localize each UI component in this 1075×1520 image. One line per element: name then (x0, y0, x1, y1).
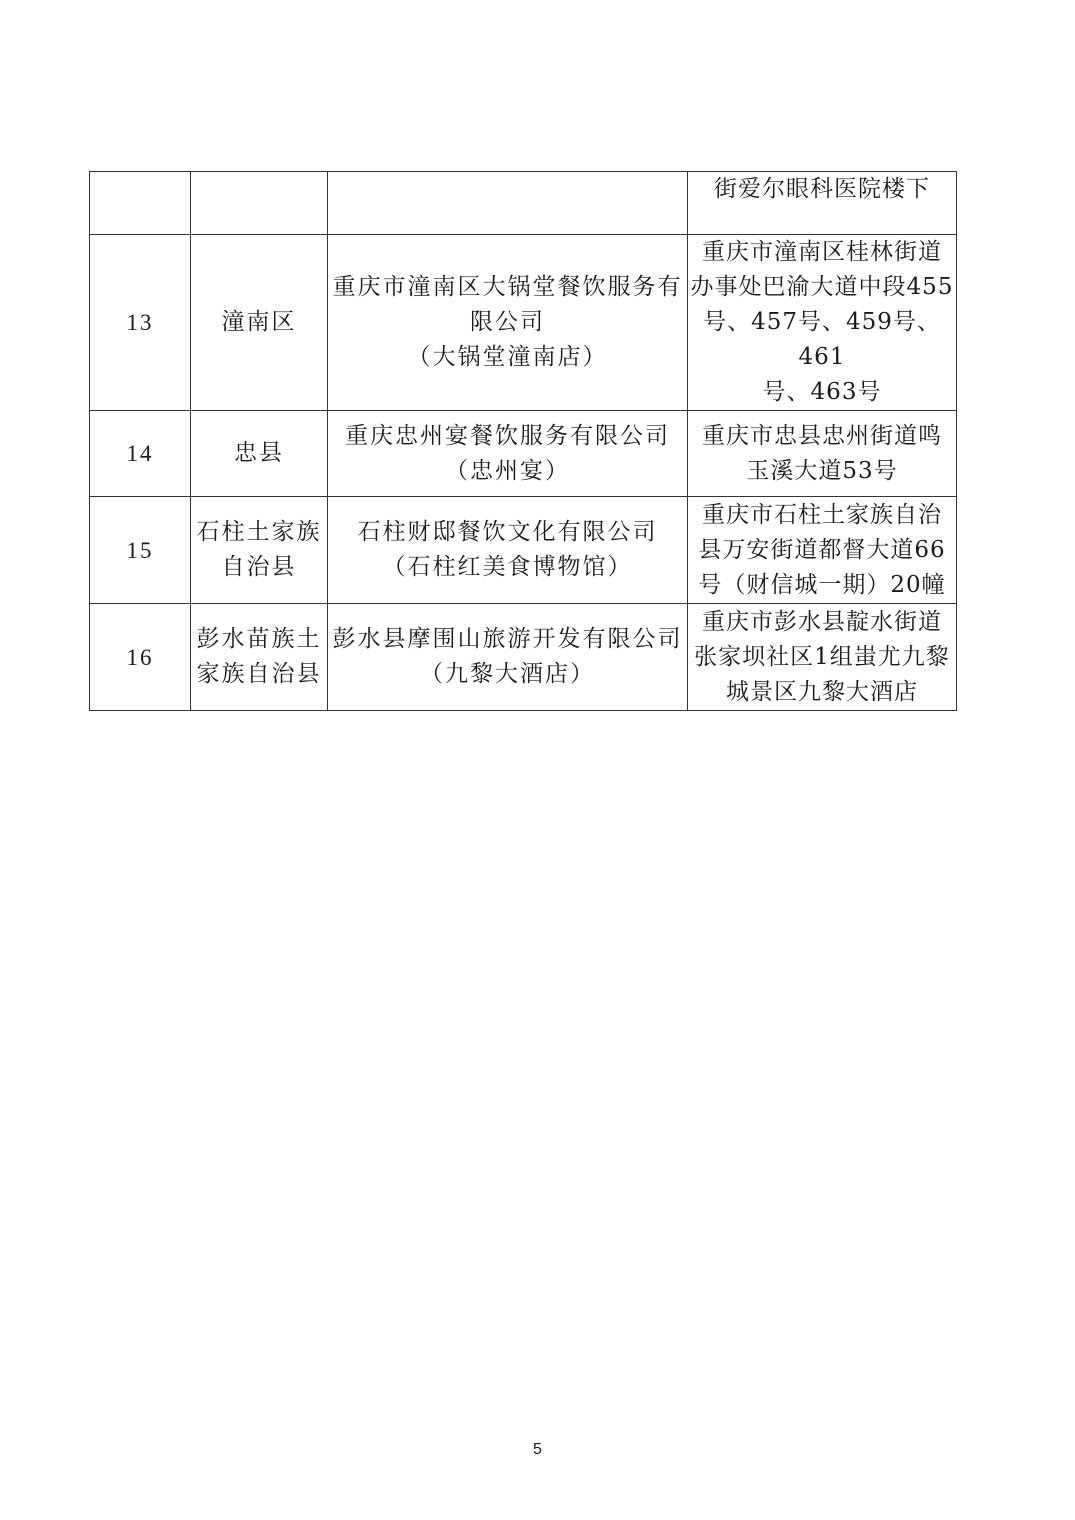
table-row (90, 604, 957, 711)
cell-number: 16 (90, 604, 191, 711)
cell-company: 彭水县摩围山旅游开发有限公司 （九黎大酒店） (328, 604, 688, 711)
cell-company: 重庆忠州宴餐饮服务有限公司 （忠州宴） (328, 411, 688, 497)
cell-address: 街爱尔眼科医院楼下 (688, 172, 957, 235)
cell-number: 13 (90, 235, 191, 411)
cell-number: 15 (90, 497, 191, 604)
page-number: 5 (533, 1441, 542, 1458)
restaurant-list-table (89, 171, 957, 711)
cell-district: 石柱土家族 自治县 (191, 497, 328, 604)
cell-district: 潼南区 (191, 235, 328, 411)
table-row (90, 235, 957, 411)
cell-address: 重庆市潼南区桂林街道 办事处巴渝大道中段455 号、457号、459号、461 号、463号 (688, 235, 957, 411)
table-row (90, 172, 957, 235)
cell-number (90, 172, 191, 235)
cell-address: 重庆市彭水县靛水街道 张家坝社区1组蚩尤九黎 城景区九黎大酒店 (688, 604, 957, 711)
cell-company: 重庆市潼南区大锅堂餐饮服务有 限公司 （大锅堂潼南店） (328, 235, 688, 411)
cell-address: 重庆市忠县忠州街道鸣 玉溪大道53号 (688, 411, 957, 497)
cell-district: 忠县 (191, 411, 328, 497)
cell-address: 重庆市石柱土家族自治 县万安街道都督大道66 号（财信城一期）20幢 (688, 497, 957, 604)
table-row (90, 411, 957, 497)
cell-district: 彭水苗族土 家族自治县 (191, 604, 328, 711)
table-row (90, 497, 957, 604)
cell-number: 14 (90, 411, 191, 497)
cell-company: 石柱财邸餐饮文化有限公司 （石柱红美食博物馆） (328, 497, 688, 604)
cell-company (328, 172, 688, 235)
cell-district (191, 172, 328, 235)
